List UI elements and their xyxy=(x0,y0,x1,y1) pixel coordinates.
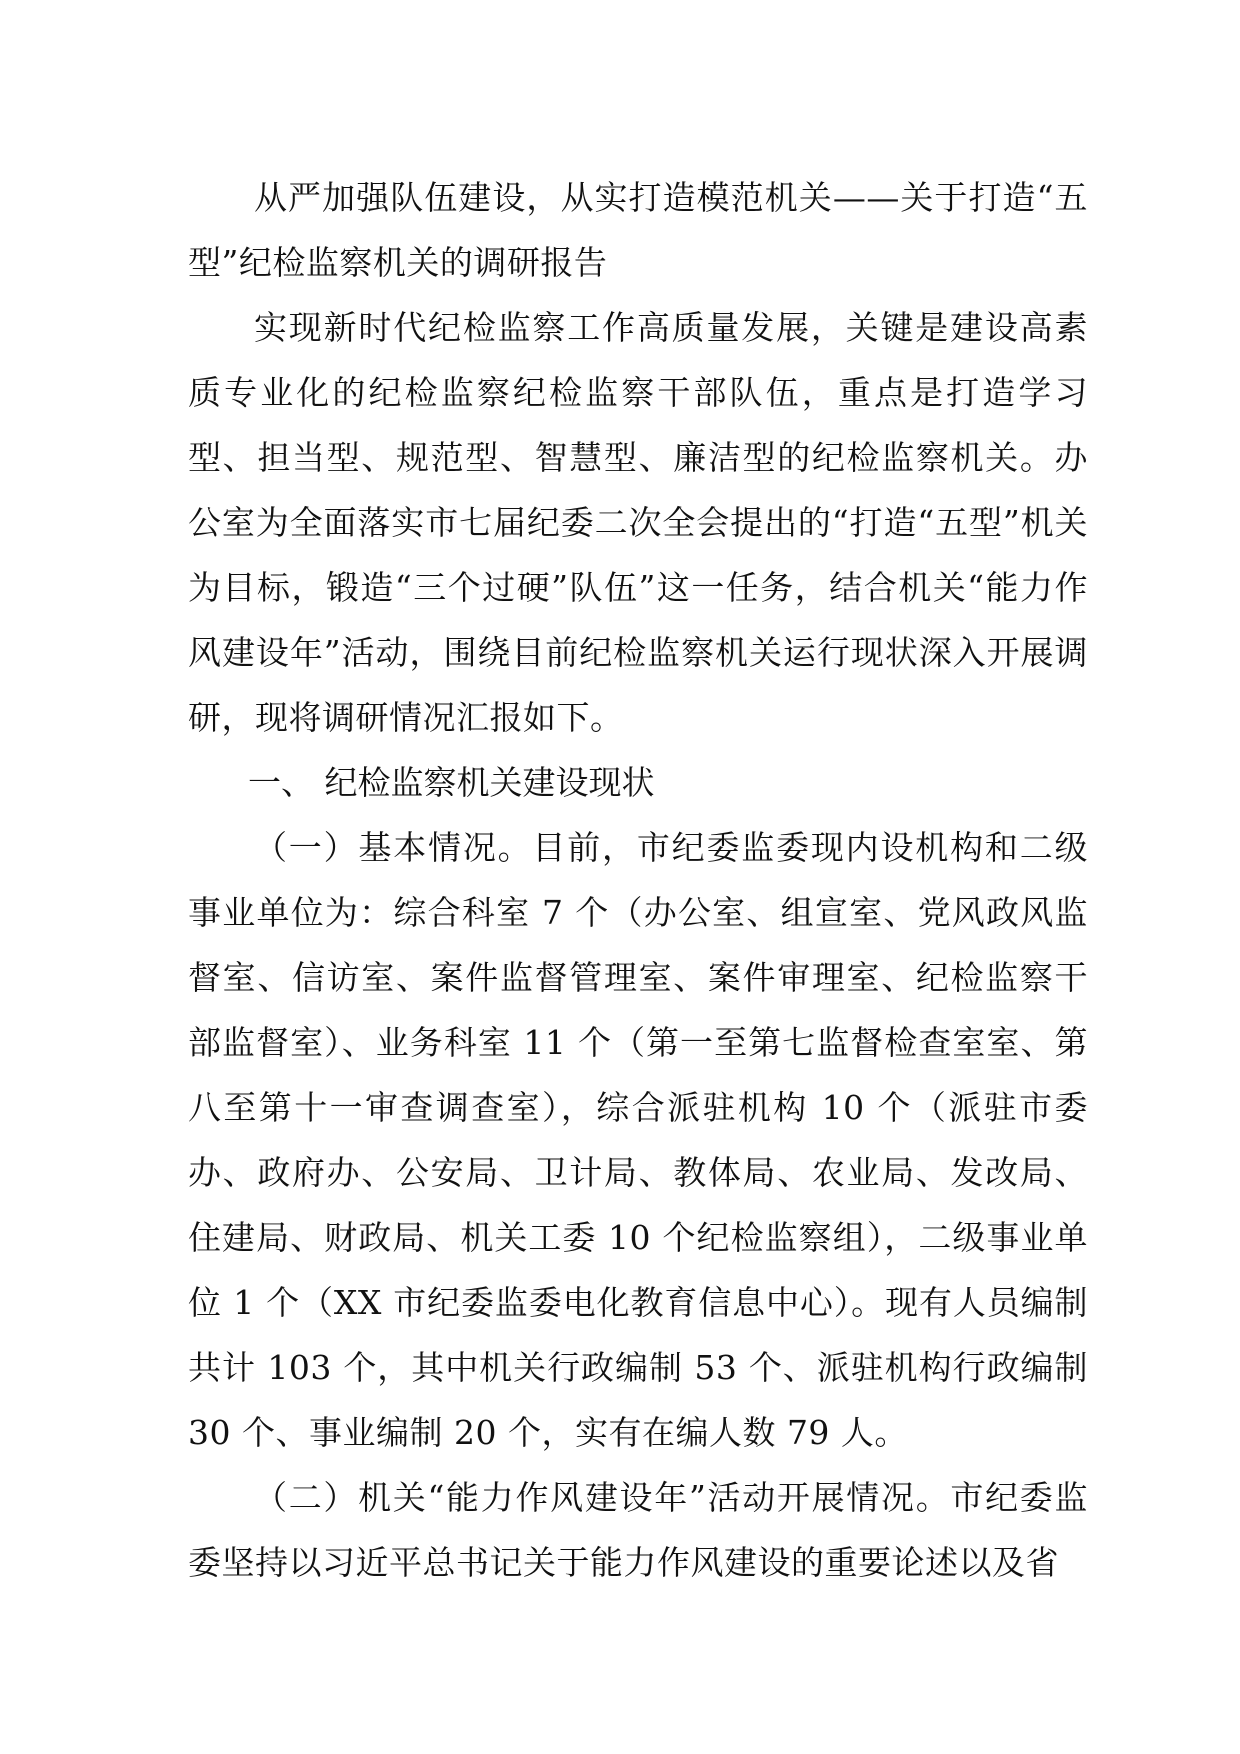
intro-paragraph: 实现新时代纪检监察工作高质量发展，关键是建设高素质专业化的纪检监察纪检监察干部队伍，重点是打造学习型、担当型、规范型、智慧型、廉洁型的纪检监察机关。办公室为全面落实市七届纪委二次全会提出的“打造“五型”机关为目标，锻造“三个过硬”队伍”这一任务，结合机关“能力作风建设年”活动，围绕目前纪检监察机关运行现状深入开展调研，现将调研情况汇报如下。 xyxy=(188,308,1088,737)
subsection-basic-situation: （一）基本情况。目前，市纪委监委现内设机构和二级事业单位为：综合科室 7 个（办公室、组宣室、党风政风监督室、信访室、案件监督管理室、案件审理室、纪检监察干部监督室）、业务科室 11 个（第一至第七监督检查室室、第八至第十一审查调查室），综合派驻机构 10 个（派驻市委办、政府办、公安局、卫计局、教体局、农业局、发改局、住建局、财政局、机关工委 10 个纪检监察组），二级事业单位 1 个（XX 市纪委监委电化教育信息中心）。现有人员编制共计 103 个，其中机关行政编制 53 个、派驻机构行政编制 30 个、事业编制 20 个，实有在编人数 79 人。 xyxy=(188,828,1088,1452)
section-heading-1: 一、 纪检监察机关建设现状 xyxy=(248,763,655,802)
document-body xyxy=(188,165,1088,1595)
subsection-activity: （二）机关“能力作风建设年”活动开展情况。市纪委监委坚持以习近平总书记关于能力作风建设的重要论述以及省 xyxy=(188,1478,1088,1582)
report-title: 从严加强队伍建设，从实打造模范机关——关于打造“五型”纪检监察机关的调研报告 xyxy=(188,178,1088,282)
